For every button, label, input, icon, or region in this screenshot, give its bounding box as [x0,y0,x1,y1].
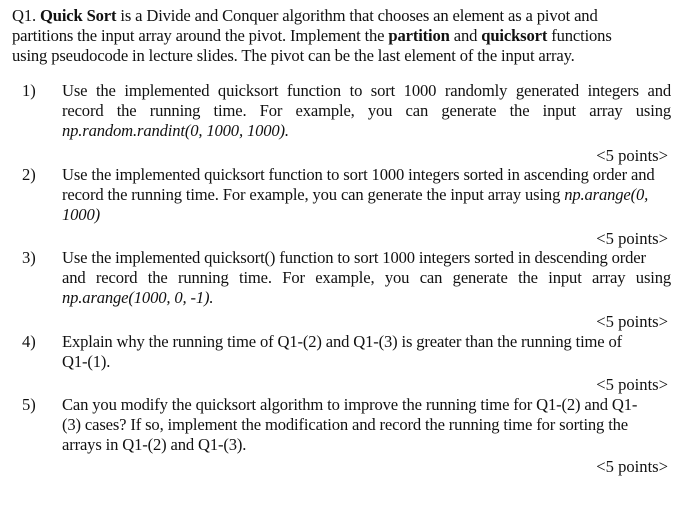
item-2-line-2 [62,185,648,205]
item-2-line-1: Use the implemented quicksort function to sort 1000 integers sorted in ascending order and [62,165,655,184]
item-2-code-start: np.arange(0, [564,185,649,204]
keyword-quicksort: quicksort [481,26,548,45]
item-5-number: 5) [22,395,36,414]
question-intro-2b: functions [547,26,612,45]
item-2-text: record the running time. For example, you can generate the input array using [62,185,565,204]
item-4-points: <5 points> [596,375,668,394]
item-1-line-2: record the running time. For example, you can generate the input array using [62,101,671,120]
item-4-line-2: Q1-(1). [62,352,111,371]
item-4-number: 4) [22,332,36,351]
item-3-line-1: Use the implemented quicksort() function to sort 1000 integers sorted in descending order [62,248,646,267]
question-line-2 [12,26,612,46]
item-3-line-3 [62,288,213,308]
item-2-points: <5 points> [596,229,668,248]
item-1-points: <5 points> [596,146,668,165]
item-4-line-1: Explain why the running time of Q1-(2) and Q1-(3) is greater than the running time of [62,332,623,351]
question-title: Quick Sort [39,6,117,25]
keyword-partition: partition [388,26,450,45]
item-2-code-end: 1000) [62,205,100,224]
item-1-number: 1) [22,81,36,100]
item-3-points: <5 points> [596,312,668,331]
question-intro-1: is a Divide and Conquer algorithm that chooses an element as a pivot and [116,6,598,25]
question-line-3: using pseudocode in lecture slides. The pivot can be the last element of the input array. [12,46,575,65]
question-and: and [449,26,482,45]
question-label: Q1. [12,6,36,25]
item-2-line-3 [62,205,100,225]
item-1-line-3 [62,121,289,141]
question-line-1 [12,6,598,26]
item-2-number: 2) [22,165,36,184]
item-5-line-3: arrays in Q1-(2) and Q1-(3). [62,435,247,454]
item-3-code: np.arange(1000, 0, -1). [62,288,214,307]
item-5-points: <5 points> [596,457,668,476]
item-5-line-2: (3) cases? If so, implement the modification and record the running time for sorting the [62,415,629,434]
item-3-line-2: and record the running time. For example, you can generate the input array using [62,268,671,287]
question-intro-2a: partitions the input array around the pivot. Implement the [12,26,389,45]
item-3-number: 3) [22,248,36,267]
item-5-line-1: Can you modify the quicksort algorithm to improve the running time for Q1-(2) and Q1- [62,395,638,414]
item-1-code: np.random.randint(0, 1000, 1000). [62,121,289,140]
item-1-line-1: Use the implemented quicksort function to sort 1000 randomly generated integers and [62,81,671,100]
